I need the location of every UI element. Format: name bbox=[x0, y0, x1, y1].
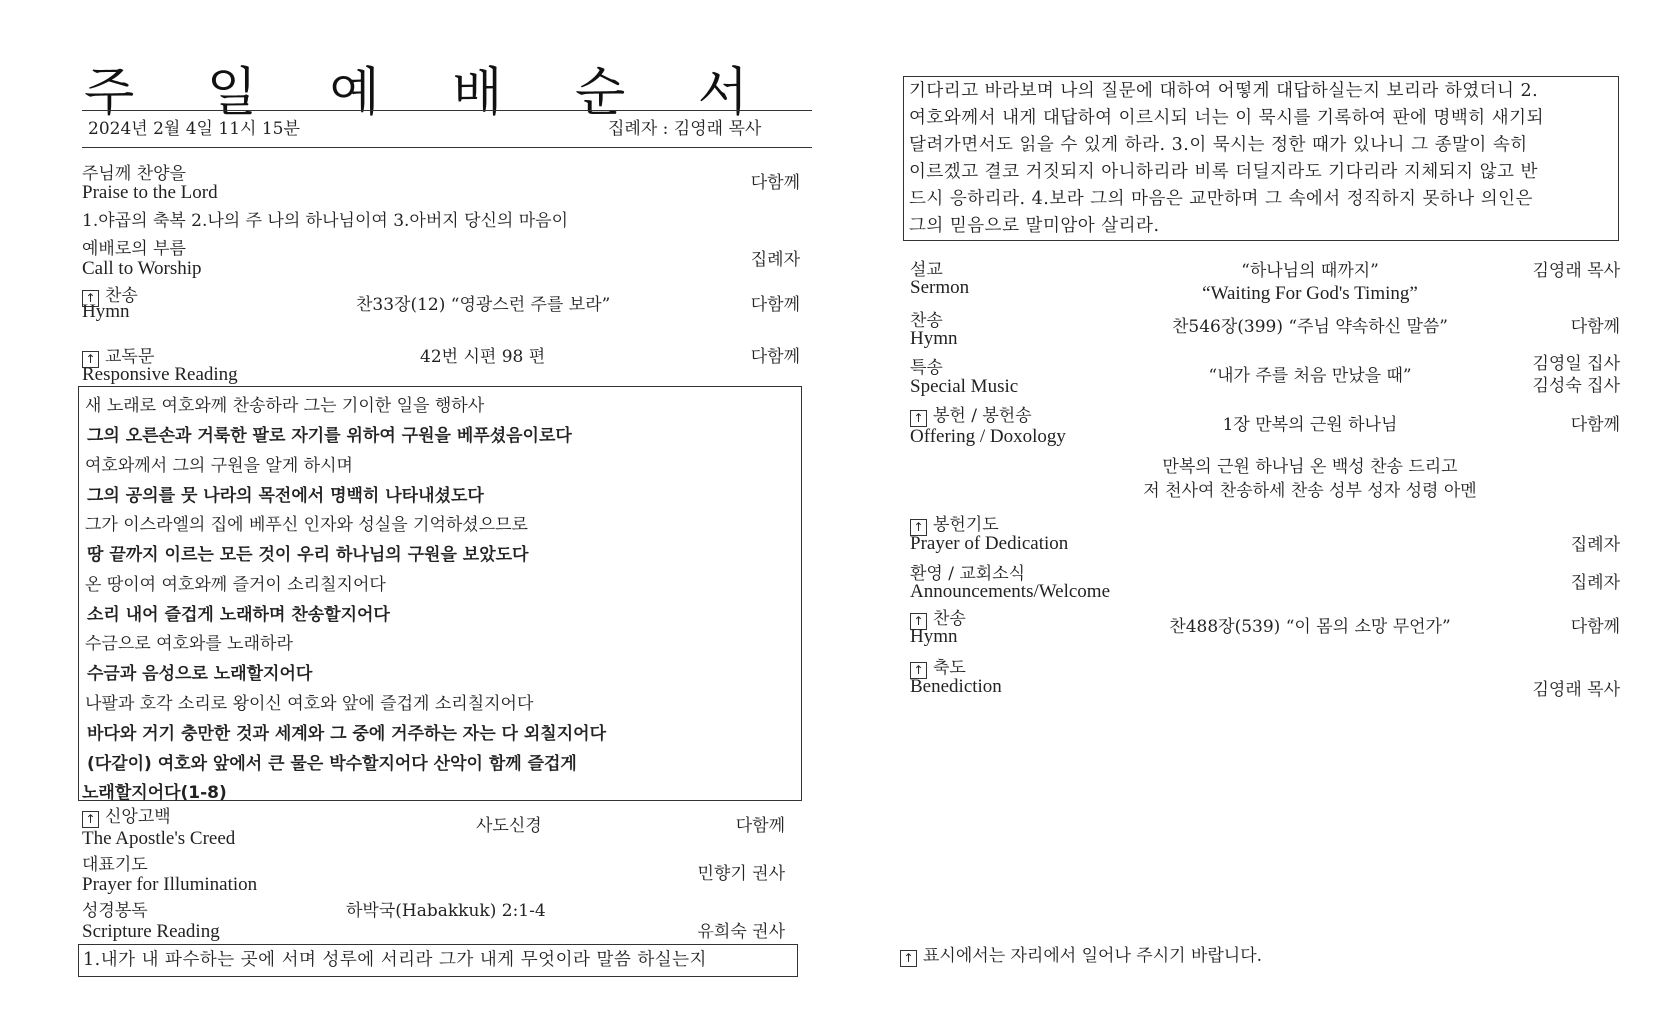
offering-ko: 봉헌 / 봉헌송 bbox=[933, 406, 1032, 426]
scripture-content: 하박국(Habakkuk) 2:1-4 bbox=[346, 901, 546, 921]
responsive-line: 땅 끝까지 이르는 모든 것이 우리 하나님의 구원을 보았도다 bbox=[87, 545, 529, 565]
scripture-line: 드시 응하리라. 4.보라 그의 마음은 교만하며 그 속에서 정직하지 못하나 의인은 bbox=[909, 189, 1533, 209]
hymn1-who: 다함께 bbox=[750, 295, 800, 315]
responsive-line: 그의 공의를 뭇 나라의 목전에서 명백히 나타내셨도다 bbox=[87, 486, 484, 506]
scripture-line: 달려가면서도 읽을 수 있게 하라. 3.이 묵시는 정한 때가 있나니 그 종말이 속히 bbox=[909, 135, 1528, 155]
hymn3-who: 다함께 bbox=[1570, 617, 1620, 637]
responsive-line: 그가 이스라엘의 집에 베푸신 인자와 성실을 기억하셨으므로 bbox=[85, 515, 528, 535]
header-bottom-rule bbox=[82, 147, 812, 148]
creed-content: 사도신경 bbox=[476, 816, 542, 836]
praise-ko: 주님께 찬양을 bbox=[82, 164, 186, 184]
responsive-line: 그의 오른손과 거룩한 팔로 자기를 위하여 구원을 베푸셨음이로다 bbox=[87, 426, 572, 446]
special-ko: 특송 bbox=[910, 358, 943, 378]
creed-en: The Apostle's Creed bbox=[82, 828, 236, 849]
responsive-line: 새 노래로 여호와께 찬송하라 그는 기이한 일을 행하사 bbox=[85, 396, 485, 416]
offering-who: 다함께 bbox=[1570, 415, 1620, 435]
creed-ko: 신앙고백 bbox=[105, 807, 171, 827]
hymn2-who: 다함께 bbox=[1570, 317, 1620, 337]
benediction-who: 김영래 목사 bbox=[1532, 680, 1620, 700]
sermon-title-en: “Waiting For God's Timing” bbox=[1202, 283, 1418, 304]
standing-arrow-icon: ↑ bbox=[910, 662, 927, 679]
creed-ko-row bbox=[82, 807, 171, 828]
benediction-ko: 축도 bbox=[933, 658, 966, 678]
standing-arrow-icon: ↑ bbox=[82, 811, 99, 828]
hymn2-en: Hymn bbox=[910, 328, 958, 349]
praise-who: 다함께 bbox=[750, 173, 800, 193]
responsive-line: 수금으로 여호와를 노래하라 bbox=[85, 634, 293, 654]
standing-arrow-icon: ↑ bbox=[82, 290, 99, 307]
scripture-who: 유희숙 권사 bbox=[697, 922, 785, 942]
prayer-ko: 대표기도 bbox=[82, 855, 148, 875]
creed-who: 다함께 bbox=[735, 816, 785, 836]
header-top-rule bbox=[82, 110, 812, 111]
hymn2-ko: 찬송 bbox=[910, 311, 943, 331]
dedication-en: Prayer of Dedication bbox=[910, 533, 1069, 554]
hymn2-content: 찬546장(399) “주님 약속하신 말씀” bbox=[1172, 317, 1448, 337]
praise-en: Praise to the Lord bbox=[82, 182, 218, 203]
doxology-line: 저 천사여 찬송하세 찬송 성부 성자 성령 아멘 bbox=[1143, 481, 1477, 501]
dedication-ko: 봉헌기도 bbox=[933, 515, 999, 535]
welcome-who: 집례자 bbox=[1570, 573, 1620, 593]
responsive-line: 바다와 거기 충만한 것과 세계와 그 중에 거주하는 자는 다 외칠지어다 bbox=[87, 724, 606, 744]
reading-ko: 교독문 bbox=[105, 347, 155, 367]
service-date: 2024년 2월 4일 11시 15분 bbox=[88, 119, 300, 139]
standing-arrow-icon: ↑ bbox=[82, 351, 99, 368]
call-ko: 예배로의 부름 bbox=[82, 239, 186, 259]
hymn3-ko: 찬송 bbox=[933, 609, 966, 629]
special-content: “내가 주를 처음 만났을 때” bbox=[1208, 366, 1412, 386]
offering-en: Offering / Doxology bbox=[910, 426, 1066, 447]
praise-songs: 1.야곱의 축복 2.나의 주 나의 하나님이여 3.아버지 당신의 마음이 bbox=[82, 211, 569, 231]
scripture-line: 기다리고 바라보며 나의 질문에 대하여 어떻게 대답하실는지 보리라 하였더니 2. bbox=[909, 81, 1539, 101]
responsive-line: (다같이) 여호와 앞에서 큰 물은 박수할지어다 산악이 함께 즐겁게 bbox=[87, 754, 577, 774]
special-en: Special Music bbox=[910, 376, 1019, 397]
hymn1-content: 찬33장(12) “영광스런 주를 보라” bbox=[356, 295, 611, 315]
sermon-ko: 설교 bbox=[910, 260, 943, 280]
welcome-ko: 환영 / 교회소식 bbox=[910, 564, 1026, 584]
responsive-line: 여호와께서 그의 구원을 알게 하시며 bbox=[85, 456, 353, 476]
scripture-en: Scripture Reading bbox=[82, 921, 220, 942]
sermon-who: 김영래 목사 bbox=[1532, 261, 1620, 281]
benediction-en: Benediction bbox=[910, 676, 1002, 697]
reading-content: 42번 시편 98 편 bbox=[420, 347, 546, 367]
prayer-who: 민향기 권사 bbox=[697, 864, 785, 884]
standing-note bbox=[900, 946, 1262, 967]
doxology-line: 만복의 근원 하나님 온 백성 찬송 드리고 bbox=[1162, 457, 1458, 477]
hymn3-en: Hymn bbox=[910, 626, 958, 647]
welcome-en: Announcements/Welcome bbox=[910, 581, 1111, 602]
scripture-line: 1.내가 내 파수하는 곳에 서며 성루에 서리라 그가 내게 무엇이라 말씀 하실는지 bbox=[83, 950, 707, 970]
responsive-line: 소리 내어 즐겁게 노래하며 찬송할지어다 bbox=[87, 605, 390, 625]
responsive-line: 온 땅이여 여호와께 즐거이 소리칠지어다 bbox=[85, 575, 386, 595]
scripture-box-right bbox=[903, 76, 1619, 241]
standing-note-text: 표시에서는 자리에서 일어나 주시기 바랍니다. bbox=[923, 946, 1263, 966]
prayer-en: Prayer for Illumination bbox=[82, 874, 258, 895]
standing-arrow-icon: ↑ bbox=[910, 519, 927, 536]
responsive-line: 수금과 음성으로 노래할지어다 bbox=[87, 664, 313, 684]
service-leader: 집례자 : 김영래 목사 bbox=[608, 119, 762, 139]
sermon-title-ko: “하나님의 때까지” bbox=[1241, 261, 1379, 281]
standing-arrow-icon: ↑ bbox=[900, 950, 917, 967]
page-title: 주 일 예 배 순 서 bbox=[83, 63, 777, 123]
hymn1-en: Hymn bbox=[82, 301, 130, 322]
sermon-en: Sermon bbox=[910, 277, 970, 298]
scripture-ko: 성경봉독 bbox=[82, 901, 148, 921]
responsive-line: 노래할지어다(1-8) bbox=[82, 783, 227, 803]
scripture-box-left bbox=[78, 944, 798, 977]
scripture-line: 그의 믿음으로 말미암아 살리라. bbox=[909, 216, 1160, 236]
dedication-who: 집례자 bbox=[1570, 535, 1620, 555]
offering-ko-row bbox=[910, 406, 1032, 427]
responsive-reading-box bbox=[78, 386, 802, 801]
standing-arrow-icon: ↑ bbox=[910, 410, 927, 427]
offering-content: 1장 만복의 근원 하나님 bbox=[1222, 415, 1398, 435]
scripture-line: 이르겠고 결코 거짓되지 아니하리라 비록 더딜지라도 기다리라 지체되지 않고 반 bbox=[909, 162, 1538, 182]
call-en: Call to Worship bbox=[82, 258, 202, 279]
responsive-line: 나팔과 호각 소리로 왕이신 여호와 앞에 즐겁게 소리칠지어다 bbox=[85, 694, 534, 714]
call-who: 집례자 bbox=[750, 250, 800, 270]
scripture-line: 여호와께서 내게 대답하여 이르시되 너는 이 묵시를 기록하여 판에 명백히 새기되 bbox=[909, 108, 1544, 128]
hymn1-ko: 찬송 bbox=[105, 286, 138, 306]
reading-en: Responsive Reading bbox=[82, 364, 238, 385]
hymn3-content: 찬488장(539) “이 몸의 소망 무언가” bbox=[1169, 617, 1451, 637]
special-who-2: 김성숙 집사 bbox=[1532, 376, 1620, 396]
reading-who: 다함께 bbox=[750, 347, 800, 367]
standing-arrow-icon: ↑ bbox=[910, 613, 927, 630]
special-who-1: 김영일 집사 bbox=[1532, 354, 1620, 374]
